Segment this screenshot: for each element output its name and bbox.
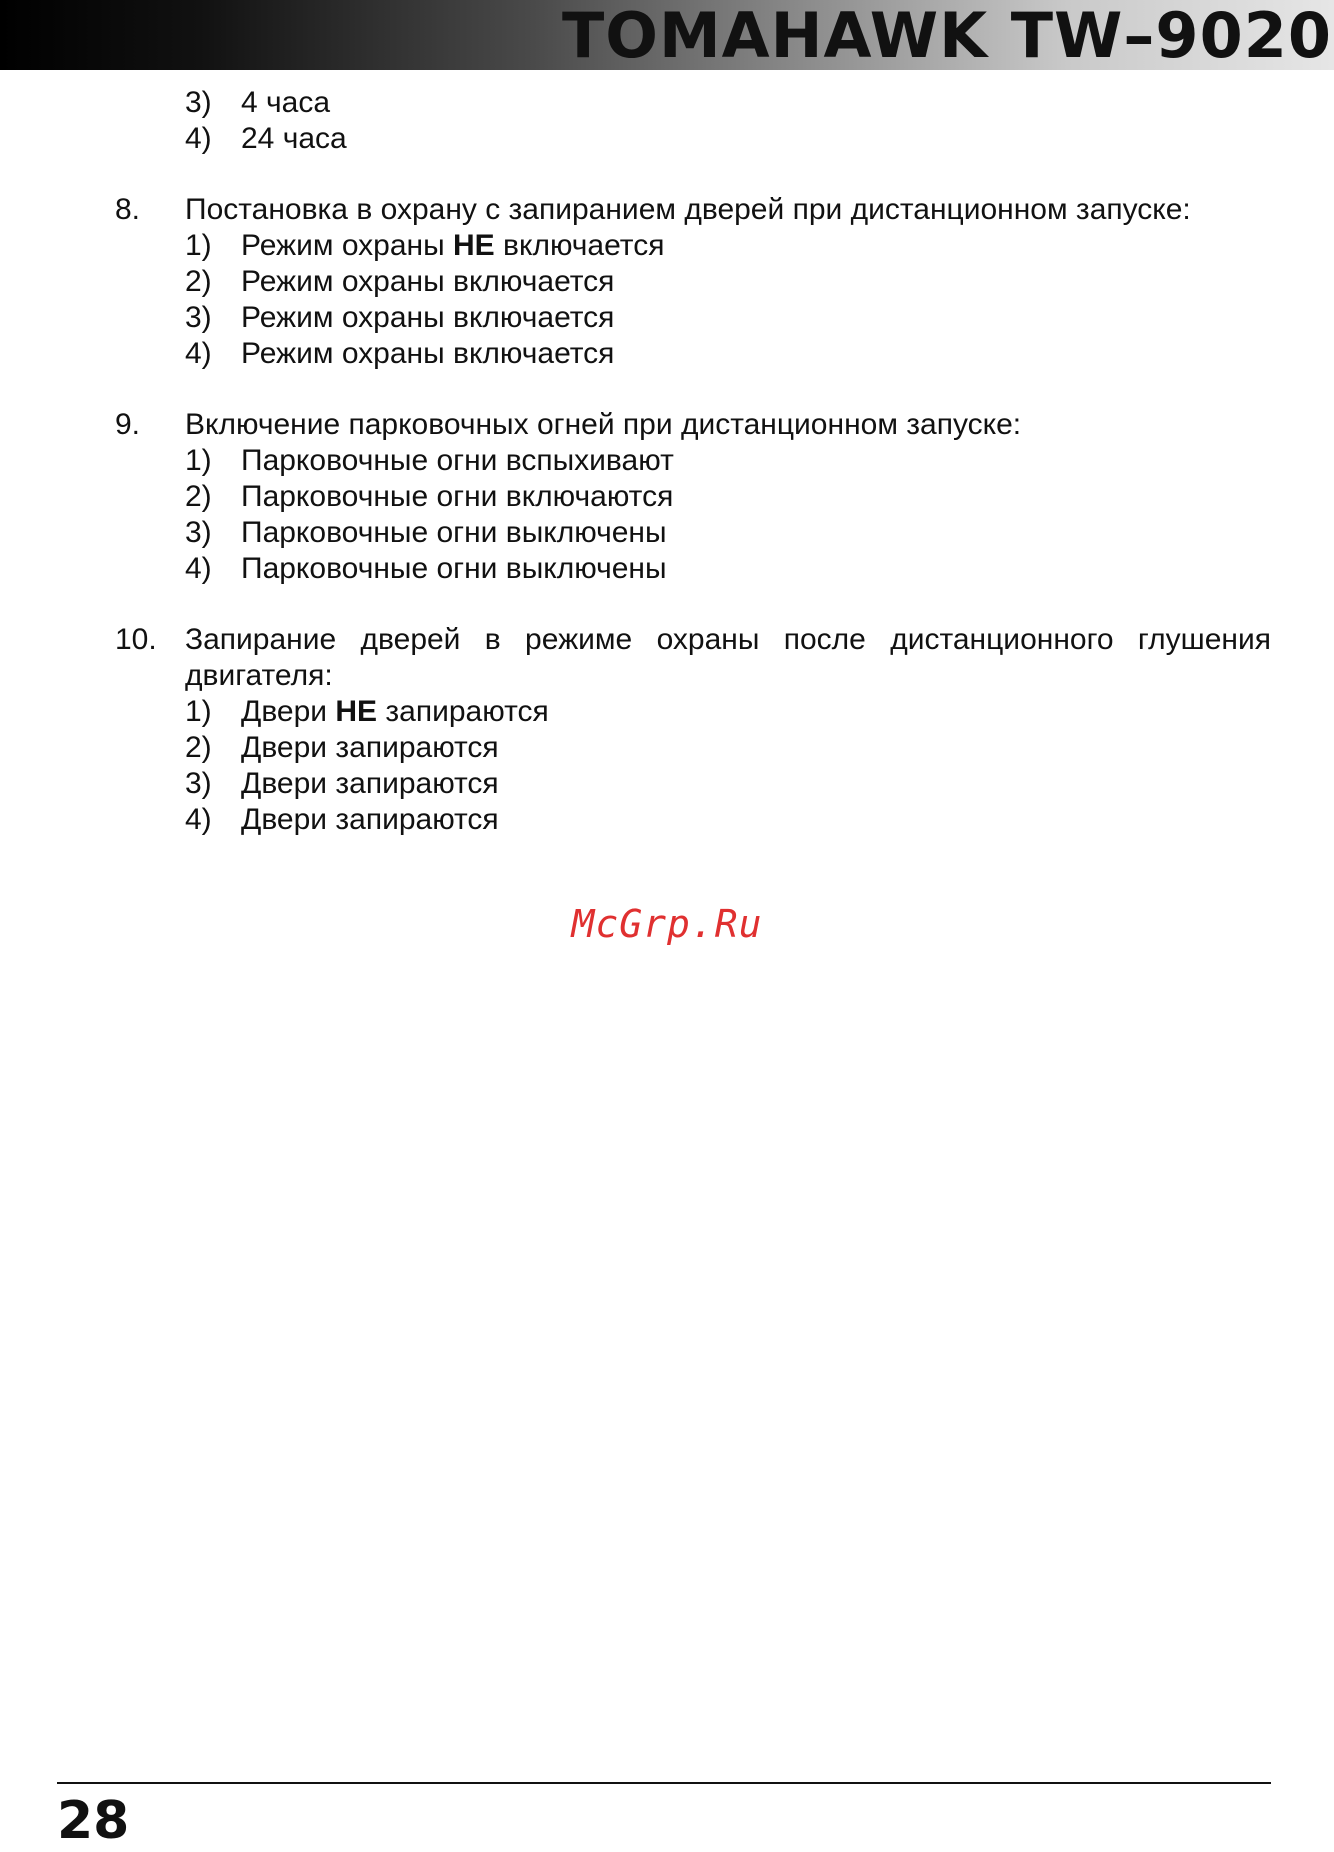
page-header: [0, 0, 1334, 70]
emphasis-not: НЕ: [335, 695, 378, 728]
watermark: McGrp.Ru: [571, 902, 763, 946]
page-number: 28: [57, 1791, 130, 1851]
footer-divider: [57, 1782, 1271, 1784]
header-title: TOMAHAWK TW–9020: [561, 0, 1332, 72]
emphasis-not: НЕ: [453, 229, 495, 262]
